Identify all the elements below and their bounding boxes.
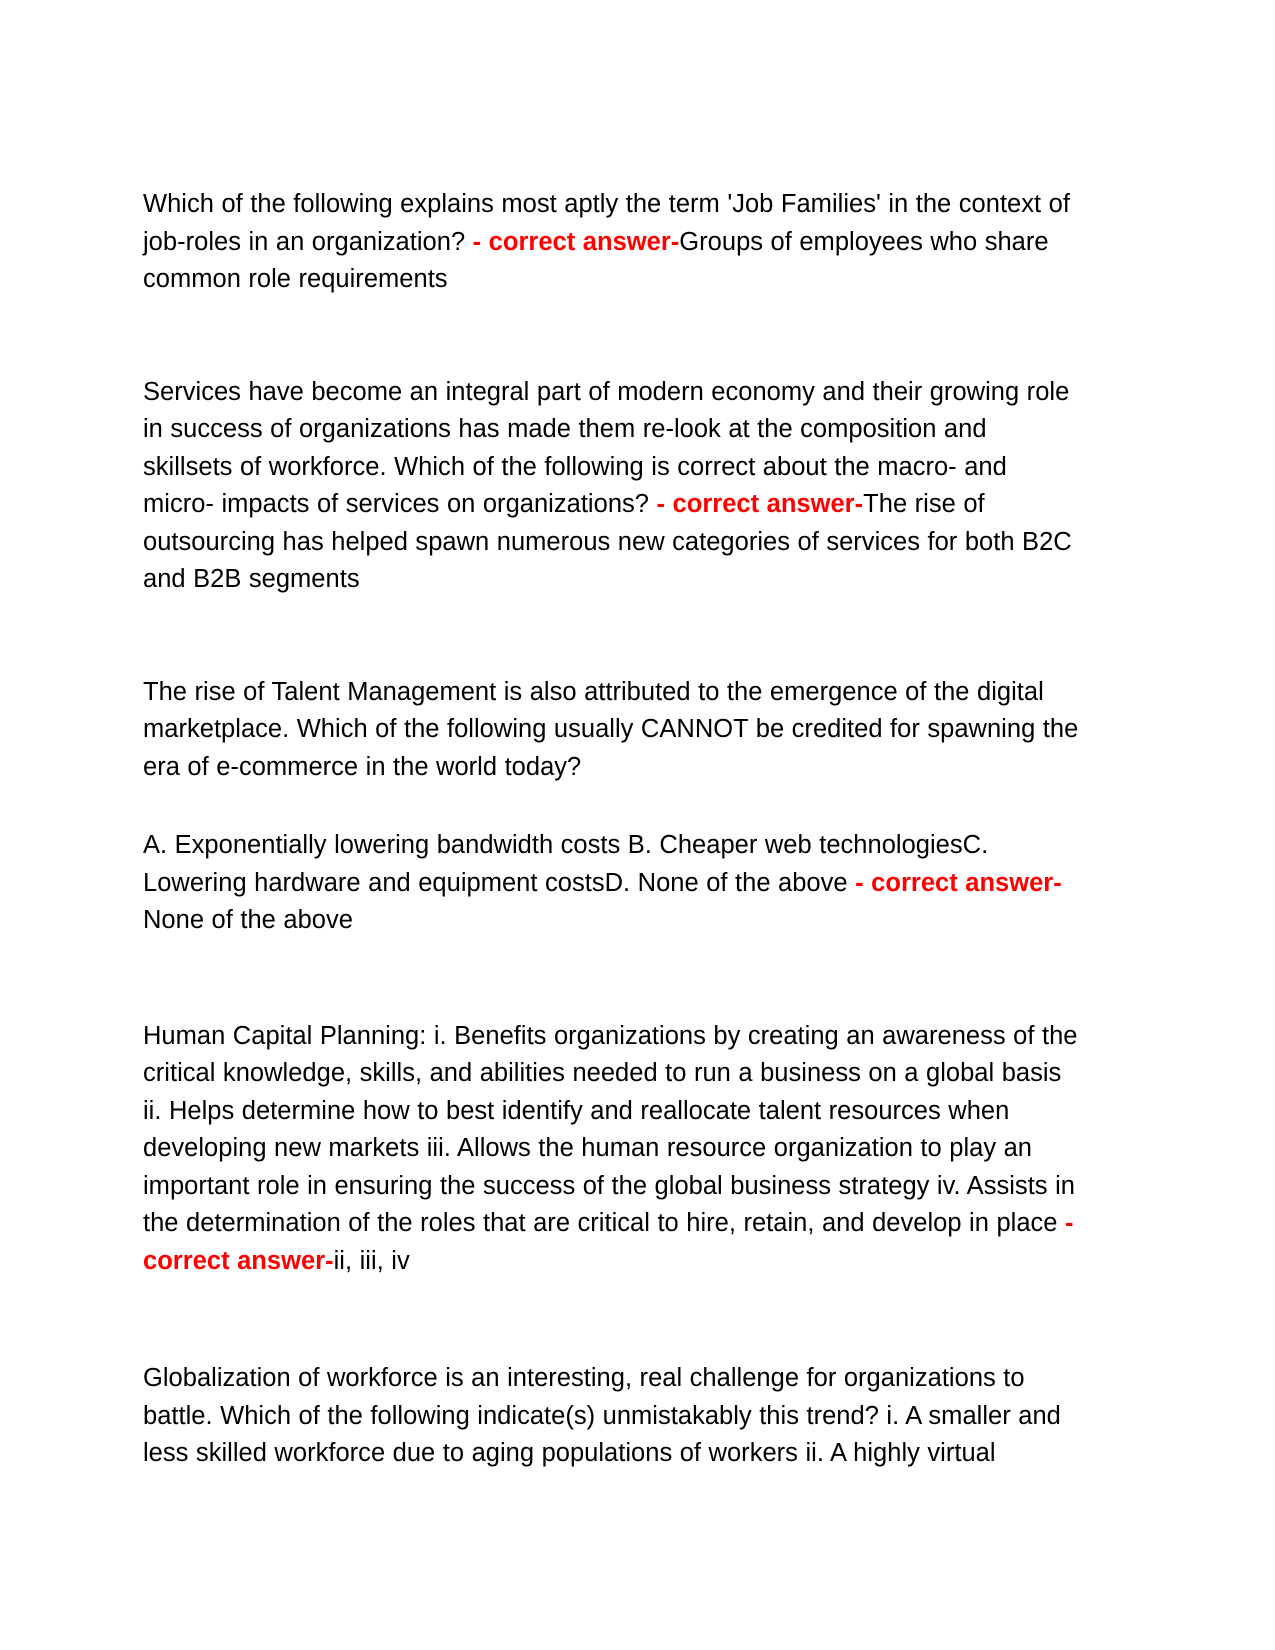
question-prompt: Services have become an integral part of modern economy and their growing role in success of organizations has made them re-look at the composition and skillsets of workforce. Which of the following is correct about the macro- and micro- impacts of services on organizations? xyxy=(143,377,1070,518)
qa-block-3-options xyxy=(143,827,1080,940)
correct-answer-marker: - correct answer- xyxy=(656,490,864,518)
answer-options: A. Exponentially lowering bandwidth costs B. Cheaper web technologiesC. Lowering hardware and equipment costsD. None of the above xyxy=(143,831,989,897)
question-prompt: Which of the following explains most aptly the term 'Job Families' in the context of job-roles in an organization? xyxy=(143,190,1070,256)
correct-answer-marker: - correct answer- xyxy=(143,1209,1074,1275)
qa-block-5 xyxy=(143,1360,1080,1473)
paragraph-spacer xyxy=(143,1280,1080,1360)
qa-block-4 xyxy=(143,1018,1080,1281)
qa-block-3-prompt xyxy=(143,674,1080,787)
body-text: Groups of employees who share common role requirements xyxy=(143,227,1049,293)
question-prompt: The rise of Talent Management is also attributed to the emergence of the digital marketplace. Which of the following usually CANNOT be credited for spawning the era of e-commerce in the world today? xyxy=(143,677,1079,781)
body-text: The rise of outsourcing has helped spawn numerous new categories of services for both B2C and B2B segments xyxy=(143,490,1072,593)
correct-answer-marker: - correct answer- xyxy=(472,227,680,256)
qa-block-1 xyxy=(143,186,1080,299)
paragraph-spacer xyxy=(143,599,1080,674)
body-text: None of the above xyxy=(143,906,353,934)
question-prompt: Human Capital Planning: i. Benefits organizations by creating an awareness of the critical knowledge, skills, and abilities needed to run a business on a global basis ii. Helps determine how to best identify and reallocate talent resources when developing new markets iii. Allows the human resource organization to play an important role in ensuring the success of the global business strategy iv. Assists in the determination of the roles that are critical to hire, retain, and develop in place xyxy=(143,1021,1078,1237)
body-text: ii, iii, iv xyxy=(333,1246,410,1275)
paragraph-spacer xyxy=(143,940,1080,1018)
paragraph-spacer xyxy=(143,299,1080,374)
correct-answer-marker: - correct answer- xyxy=(855,868,1062,897)
question-prompt: Globalization of workforce is an interesting, real challenge for organizations to battle. Which of the following indicate(s) unmistakably this trend? i. A smaller and less skilled workforce due to aging populations of workers ii. A highly virtual xyxy=(143,1364,1061,1467)
paragraph-spacer xyxy=(143,786,1080,827)
qa-block-2 xyxy=(143,374,1080,599)
